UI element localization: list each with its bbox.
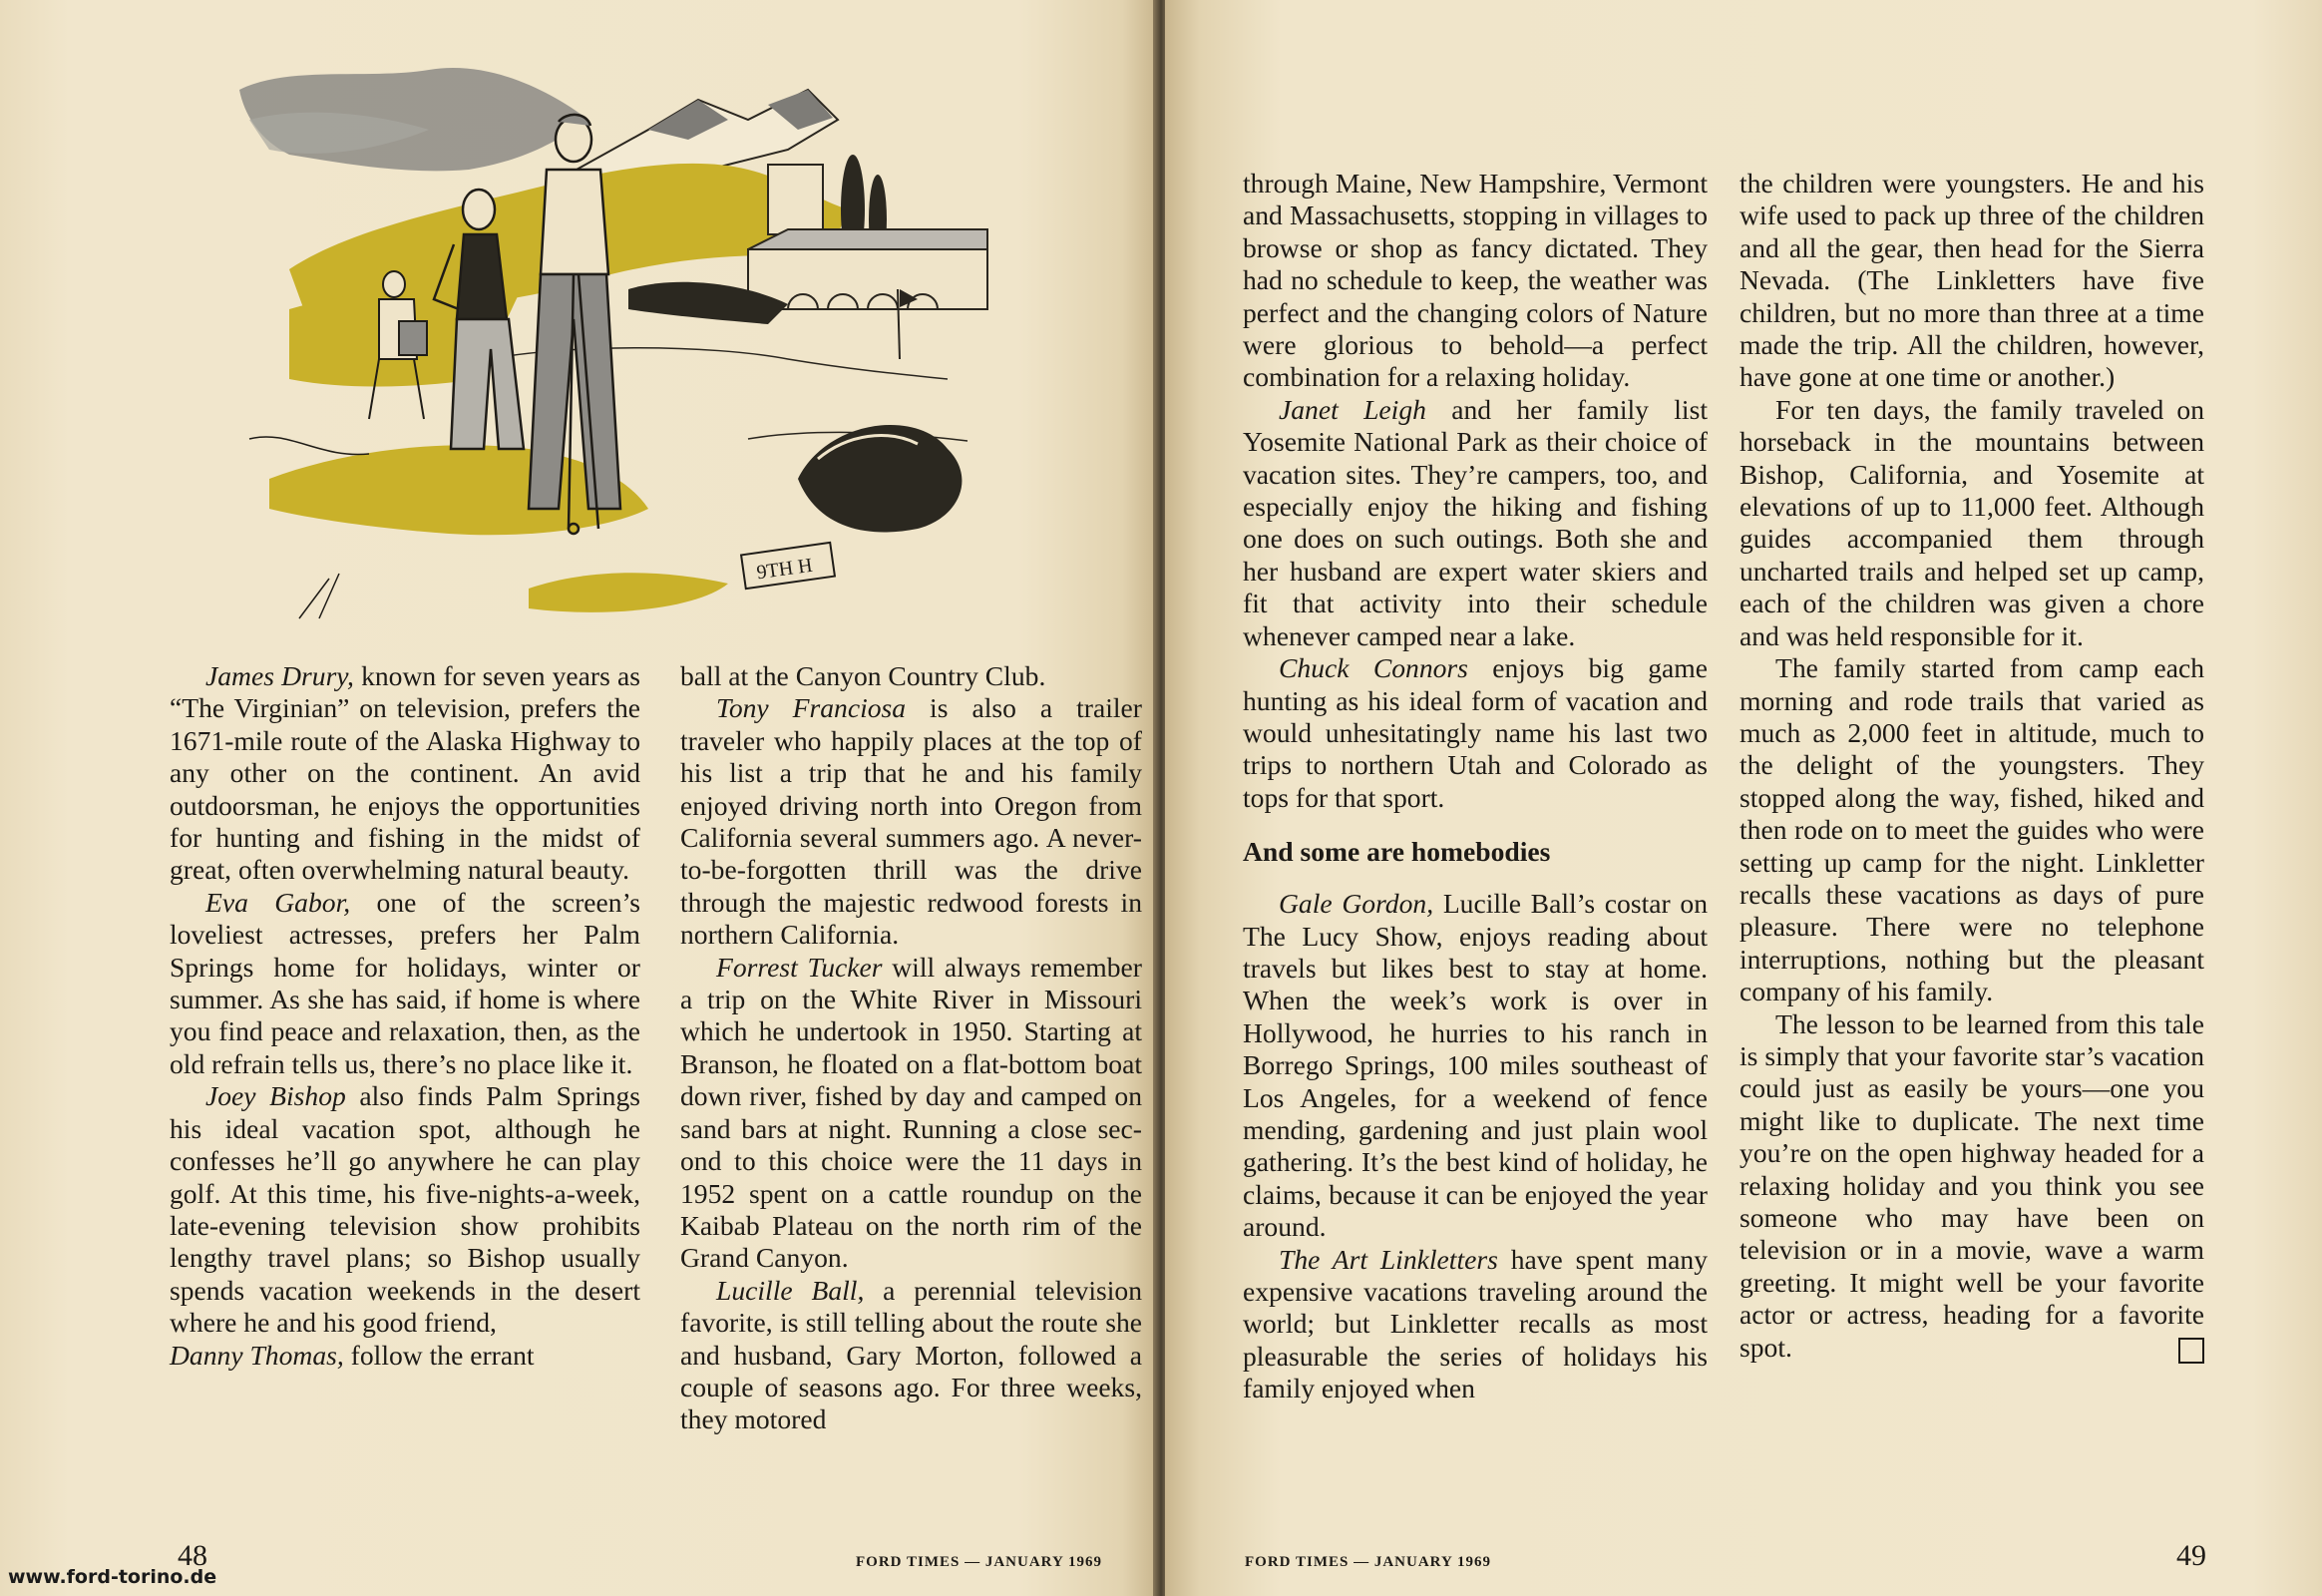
end-mark-icon [2178,1338,2204,1364]
right-page [1165,0,2322,1596]
paragraph: through Maine, New Hampshire, Vermont and Massachusetts, stopping in villages to browse or shop as fancy dictated. They had no schedule to keep, the weather was perfect and the changing colors of Nature were glorious to behold—a perfect combination for a relaxing holiday. [1243,168,1708,393]
paragraph: the children were youngsters. He and his wife used to pack up three of the children and all the gear, then head for the Sierra Nevada. (The Linkletters have five children, but no more than three at a time made the trip. All the children, however, have gone at one time or another.) [1740,168,2204,393]
watermark: www.ford-torino.de [8,1566,217,1588]
paragraph: ball at the Canyon Country Club. [680,660,1046,691]
paragraph: The Art Linkletters have spent many expensive vacations traveling around the world; but Linkletter recalls as most pleasurable the series of holidays his family enjoyed when [1243,1243,1708,1404]
footer-left: FORD TIMES — JANUARY 1969 [856,1554,1102,1570]
paragraph: The lesson to be learned from this tale is simply that your favorite star’s vacation could just as easily be yours—one you might like to duplicate. The next time you’re on the open highway headed for a relaxing holiday and you think you see someone who may have been on television or in a movie, wave a warm greeting. It might well be your favorite actor or actress, heading for a favorite spot. [1740,1007,2204,1363]
paragraph: The family started from camp each morning and rode trails that varied as much as 2,000 feet in altitude, much to the delight of the youngsters. They stopped along the way, fished, hiked and then rode on to meet the guides who were setting up camp for the night. Linkletter recalls these vacations as days of pure pleasure. There were no telephone interruptions, nothing but the pleasant company of his family. [1740,652,2204,1007]
paragraph: James Drury, known for seven years as “The Virginian” on television, prefers the 1671-mile route of the Alaska Highway to any other on the continent. An avid outdoorsman, he enjoys the opportunities for hunting and fishing in the midst of great, often overwhelming natural beauty. [170,660,640,886]
right-column-1 [1243,168,1708,1405]
page-number-right: 49 [2176,1539,2206,1572]
paragraph: Gale Gordon, Lucille Ball’s costar on The Lucy Show, enjoys reading about travels but likes best to stay at home. When the week’s work is over in Hollywood, he hurries to his ranch in Borrego Springs, 100 miles southeast of Los Angeles, for a weekend of fence mending, gardening and just plain wool gathering. It’s the best kind of holiday, he claims, because it can be enjoyed the year around. [1243,888,1709,1243]
left-column-2 [680,660,1142,1436]
golf-course-illustration [229,60,1097,638]
paragraph: Chuck Connors enjoys big game hunting as his ideal form of vacation and would unhesitatingly name his last two trips to northern Utah and Colorado as tops for that sport. [1243,652,1708,813]
paragraph: Tony Franciosa is also a trailer traveler who happily places at the top of his list a trip that he and his family enjoyed driving north into Oregon from California several summers ago. A never-to-be-forgotten thrill was the drive through the majestic redwood forests in northern California. [680,692,1142,951]
left-column-1 [170,660,640,1372]
subheading: And some are homebodies [1243,836,1551,868]
paragraph: Lucille Ball, a perennial television favorite, is still telling about the route she and husband, Gary Morton, followed a couple of seasons ago. For three weeks, they motored [680,1274,1142,1435]
paragraph: Janet Leigh and her family list Yosemite National Park as their choice of vacation sites. They’re campers, too, and especially enjoy the hiking and fishing one does on such outings. Both she and her husband are expert water skiers and fit that activity into their schedule whenever camped near a lake. [1243,393,1708,651]
paragraph: Eva Gabor, one of the screen’s loveliest actresses, prefers her Palm Springs home for holidays, winter or summer. As she has said, if home is where you find peace and relaxation, then, as the old refrain tells us, there’s no place like it. [170,886,640,1079]
page-number-left: 48 [178,1539,207,1572]
hole-sign-text: 9TH H [755,554,814,585]
paragraph: For ten days, the family traveled on horseback in the mountains between Bishop, California, and Yosemite at elevations of up to 11,000 feet. Although guides accompanied them through uncharted trails and helped set up camp, each of the children was given a chore and was held responsible for it. [1740,393,2204,651]
paragraph: Forrest Tucker will always remember a trip on the White River in Missouri which he undertook in 1950. Starting at Branson, he floated on a flat-bottom boat down river, fished by day and camped on sand bars at night. Running a close second to this choice were the 11 days in 1952 spent on a cattle roundup on the Kaibab Plateau on the north rim of the Grand Canyon. [680,951,1142,1274]
paragraph: Joey Bishop also finds Palm Springs his ideal vacation spot, although he confesses he’ll go anywhere he can play golf. At this time, his five-nights-a-week, late-evening television show prohibits lengthy travel plans; so Bishop usually spends vacation weekends in the desert where he and his good friend, Danny Thomas, follow the errant [170,1080,640,1371]
footer-right: FORD TIMES — JANUARY 1969 [1245,1554,1491,1570]
left-page [0,0,1157,1596]
right-column-2 [1740,168,2204,1364]
